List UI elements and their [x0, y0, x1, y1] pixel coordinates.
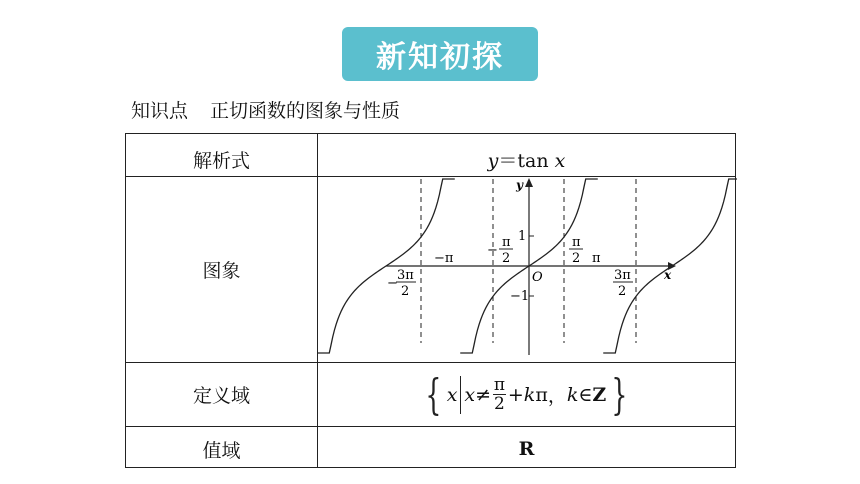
heading-label: 知识点: [131, 100, 189, 122]
domain-divider: [460, 376, 461, 414]
domain-pi: π: [535, 383, 548, 406]
domain-set-z: Z: [592, 383, 607, 406]
domain-neq: ≠: [475, 383, 492, 406]
range-value: [318, 427, 736, 468]
formula-value: [318, 134, 736, 177]
domain-in: ∈: [578, 383, 593, 406]
neg-pi-half-den: 2: [502, 251, 511, 266]
domain-k2: k: [566, 383, 579, 406]
range-label: 值域: [126, 427, 318, 468]
pi-half-den: 2: [572, 251, 581, 266]
domain-comma: ，: [547, 385, 567, 407]
domain-k: k: [523, 383, 536, 406]
y-axis-arrow: [525, 178, 533, 187]
origin-label: O: [532, 270, 543, 285]
domain-frac-den: 2: [494, 394, 505, 414]
formula-label: 解析式: [126, 134, 318, 177]
tick-label-neg1: −1: [510, 289, 530, 304]
pi-half-num: π: [572, 235, 581, 250]
domain-var-x: x: [446, 383, 458, 406]
domain-label: 定义域: [126, 363, 318, 427]
table-row-range: [126, 427, 736, 468]
range-value-text: R: [518, 438, 535, 460]
three-pi-half-den: 2: [618, 284, 627, 299]
tangent-properties-table: [125, 133, 736, 468]
tick-label-pi: π: [592, 251, 601, 266]
domain-frac-num: π: [493, 375, 506, 395]
table-row-graph: [126, 177, 736, 363]
formula-eq: ＝tan: [498, 149, 555, 172]
three-pi-half-num: 3π: [614, 268, 631, 283]
domain-open-brace: {: [425, 369, 442, 419]
axis-y-label: y: [516, 178, 523, 192]
formula-x: x: [554, 149, 566, 172]
neg-pi-half-minus: −: [487, 243, 498, 258]
graph-label: 图象: [126, 177, 318, 363]
tick-label-1: 1: [518, 229, 527, 244]
axis-x-label: x: [664, 268, 672, 282]
graph-cell: [318, 177, 736, 363]
domain-var-x2: x: [464, 383, 476, 406]
domain-value: [318, 363, 736, 427]
table-row-formula: [126, 134, 736, 177]
section-heading: [131, 96, 400, 123]
neg-three-pi-half-den: 2: [401, 284, 410, 299]
domain-close-brace: }: [611, 369, 628, 419]
neg-three-pi-half-num: 3π: [397, 268, 414, 283]
table-row-domain: [126, 363, 736, 427]
section-banner: 新知初探: [342, 27, 538, 81]
heading-topic: 正切函数的图象与性质: [210, 100, 401, 122]
formula-y: y: [487, 149, 499, 172]
domain-plus: +: [507, 383, 524, 406]
neg-pi-half-num: π: [502, 235, 511, 250]
tick-label-neg-pi: −π: [434, 251, 454, 266]
tangent-graph: [318, 177, 737, 362]
neg-three-pi-half-minus: −: [387, 276, 398, 291]
domain-fraction: [493, 376, 506, 413]
